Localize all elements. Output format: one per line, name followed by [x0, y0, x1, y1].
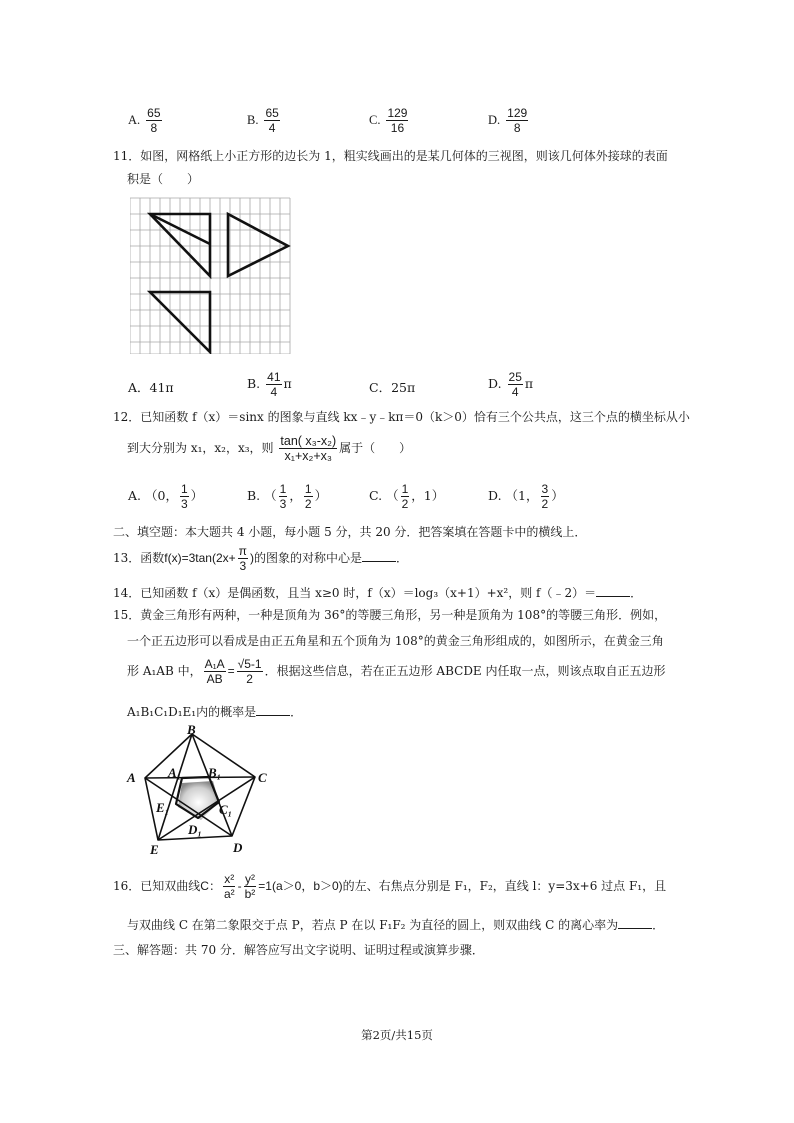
fraction-denominator: b² [244, 887, 256, 901]
vertex-label-d: D [233, 840, 243, 855]
q12-option-d-label: D. [488, 488, 502, 503]
q12-option-b-fraction-1 [279, 482, 288, 511]
option-text: （1， [505, 488, 539, 503]
q14-stem [113, 584, 642, 601]
q14-end: ． [630, 586, 643, 600]
q15-answer-blank [256, 705, 290, 716]
fraction-denominator: a² [223, 887, 235, 901]
q15-stem-line2: 一个正五边形可以看成是由正五角星和五个顶角为 108°的黄金三角形组成的，如图所示，在黄金三角 [127, 634, 664, 648]
q12-option-b [247, 482, 327, 511]
fraction-numerator: 129 [387, 106, 408, 120]
vertex-label-e1: E₁ [156, 800, 170, 815]
q13-pi-fraction [238, 544, 248, 573]
q13-expression: f(x)=3tan(2x+ [164, 551, 236, 565]
q16-answer-blank [618, 918, 652, 929]
q11-stem-line2: 积是（ ） [127, 172, 200, 186]
fraction-numerator: 1 [304, 482, 312, 496]
q10-option-d-label: D. [488, 113, 501, 127]
q12-option-a-fraction [180, 482, 189, 511]
fraction-denominator: AB [206, 672, 223, 686]
option-text: ） [190, 488, 204, 503]
option-text: ， [289, 488, 302, 503]
q10-option-a [128, 106, 164, 135]
q12-stem-suffix: 属于（ ） [339, 441, 412, 455]
vertex-label-c1: C₁ [219, 802, 233, 817]
q12-stem-line1: 12．已知函数 f（x）＝sinx 的图象与直线 kx﹣y﹣kπ＝0（k＞0）恰有三个公共点，这三个点的横坐标从小 [113, 410, 690, 424]
q10-option-c-fraction [386, 106, 408, 135]
q13-prefix: 13．函数 [113, 551, 165, 565]
fraction-denominator: 3 [279, 497, 287, 511]
vertex-label-e: E [150, 842, 159, 857]
q15-line3-prefix: 形 A₁AB 中， [127, 664, 202, 678]
q12-option-a [128, 482, 203, 511]
fraction-numerator: x² [224, 872, 235, 886]
q10-option-d [488, 106, 530, 135]
fraction-numerator: A₁A [204, 657, 225, 671]
q12-expression-fraction [279, 434, 337, 463]
equals-sign: = [227, 664, 235, 678]
fraction-denominator: 8 [513, 121, 521, 135]
pi-symbol: π [524, 376, 534, 391]
q12-option-a-label: A. [128, 488, 142, 503]
q11-stem-line1: 11．如图，网格纸上小正方形的边长为 1，粗实线画出的是某几何体的三视图，则该几何体外接球的表面 [113, 149, 668, 163]
q10-option-b-label: B. [247, 113, 259, 127]
fraction-numerator: 1 [401, 482, 409, 496]
fraction-denominator: 2 [246, 672, 253, 686]
fraction-numerator: 25 [508, 370, 522, 384]
option-text: （0， [145, 488, 178, 503]
fraction-denominator: 16 [390, 121, 405, 135]
q16-line2-text: 与双曲线 C 在第二象限交于点 P，若点 P 在以 F₁F₂ 为直径的圆上，则双曲线 C 的离心率为 [127, 918, 619, 932]
q12-option-b-label: B. [247, 488, 261, 503]
fraction-numerator: 65 [147, 106, 161, 120]
fraction-numerator: tan( x₃-x₂) [280, 434, 337, 448]
q10-option-a-fraction [146, 106, 161, 135]
fraction-numerator: 65 [265, 106, 279, 120]
vertex-label-a1: A₁ [168, 765, 182, 780]
option-text: ） [314, 488, 328, 503]
option-text: （ [386, 488, 399, 503]
q13-suffix: 的图象的对称中心是 [253, 551, 362, 565]
q11-option-b [247, 370, 292, 399]
q15-line3-suffix: ．根据这些信息，若在正五边形 ABCDE 内任取一点，则该点取自正五边形 [264, 664, 666, 678]
fraction-numerator: 1 [279, 482, 287, 496]
vertex-label-a: A [127, 770, 136, 785]
q13-answer-blank [362, 551, 396, 562]
q16-curve-name: C： [200, 879, 221, 893]
q12-option-b-fraction-2 [304, 482, 313, 511]
side-view-triangle [228, 214, 288, 276]
q12-option-c [369, 482, 444, 511]
q15-stem-line1: 15．黄金三角形有两种，一种是顶角为 36°的等腰三角形，另一种是顶角为 108°的等腰三角形．例如， [113, 608, 667, 622]
fraction-numerator: 129 [507, 106, 528, 120]
vertex-label-b1: B₁ [208, 765, 222, 780]
q12-stem-prefix: 到大分别为 x₁，x₂，x₃，则 [127, 441, 274, 455]
page-footer: 第2页/共15页 [361, 1028, 433, 1042]
q11-option-d [488, 370, 533, 399]
option-text: （ [264, 488, 277, 503]
q15-stem-line4 [127, 703, 302, 720]
q13-expression-close: ) [249, 551, 254, 565]
q15-end: ． [290, 705, 303, 719]
option-text: ，1） [411, 488, 445, 503]
q16-y-fraction [244, 872, 257, 901]
q15-golden-ratio-fraction [237, 657, 263, 686]
fraction-denominator: 2 [541, 497, 549, 511]
q14-answer-blank [596, 586, 630, 597]
fraction-denominator: 3 [239, 559, 247, 573]
fraction-denominator: 4 [511, 385, 519, 399]
fraction-numerator: √5-1 [237, 657, 262, 671]
q15-stem-line3 [127, 657, 666, 686]
q16-prefix: 16．已知双曲线 [113, 879, 201, 893]
q11-option-c: C．25π [369, 380, 416, 395]
q10-option-a-label: A. [128, 113, 141, 127]
fraction-numerator: 3 [541, 482, 549, 496]
q10-option-d-fraction [506, 106, 528, 135]
q16-condition: =1(a＞0，b＞0) [258, 879, 343, 893]
fraction-numerator: π [238, 544, 247, 558]
pi-symbol: π [283, 376, 292, 391]
q12-option-d-fraction [541, 482, 550, 511]
q11-option-b-label: B. [247, 376, 261, 391]
q12-option-d [488, 482, 564, 511]
q16-stem-line2 [127, 916, 664, 933]
fraction-numerator: 1 [180, 482, 188, 496]
fraction-denominator: 2 [401, 497, 409, 511]
q16-line1-suffix: 的左、右焦点分别是 F₁，F₂，直线 l：y=3x+6 过点 F₁，且 [342, 879, 667, 893]
q10-option-b-fraction [264, 106, 279, 135]
q15-ratio-fraction [204, 657, 226, 686]
q11-option-d-fraction [508, 370, 523, 399]
fraction-denominator: x₁+x₂+x₃ [284, 449, 333, 463]
q11-option-a: A．41π [128, 380, 174, 395]
section-answer-heading: 三、解答题：共 70 分．解答应写出文字说明、证明过程或演算步骤． [113, 943, 484, 957]
q16-x-fraction [223, 872, 236, 901]
section-fill-in-heading: 二、填空题：本大题共 4 小题，每小题 5 分，共 20 分．把答案填在答题卡中的横线上． [113, 525, 587, 539]
q12-option-c-fraction [401, 482, 410, 511]
q10-option-b [247, 106, 282, 135]
q13-stem [113, 544, 408, 573]
q11-option-b-fraction [266, 370, 281, 399]
fraction-denominator: 8 [150, 121, 158, 135]
q10-option-c-label: C. [369, 113, 381, 127]
q16-end: ． [652, 918, 665, 932]
q10-option-c [369, 106, 410, 135]
fraction-denominator: 3 [180, 497, 188, 511]
fraction-numerator: 41 [267, 370, 281, 384]
vertex-label-d1: D₁ [188, 822, 202, 837]
q11-option-d-label: D. [488, 376, 502, 391]
fraction-denominator: 4 [270, 385, 278, 399]
q12-stem-line2 [127, 434, 411, 463]
pentagram-pentagon-figure [122, 722, 272, 858]
vertex-label-b: B [187, 722, 196, 737]
q14-text: 14．已知函数 f（x）是偶函数，且当 x≥0 时，f（x）＝log₃（x+1）+x²，则 f（﹣2）＝ [113, 586, 597, 600]
q12-option-c-label: C. [369, 488, 383, 503]
option-text: ） [551, 488, 564, 503]
q15-line4-text: A₁B₁C₁D₁E₁内的概率是 [127, 705, 257, 719]
three-view-grid-figure [130, 196, 292, 354]
vertex-label-c: C [258, 770, 267, 785]
fraction-denominator: 4 [268, 121, 276, 135]
minus-sign: - [237, 879, 242, 893]
q16-stem-line1 [113, 872, 666, 901]
q13-end: ． [395, 551, 408, 565]
fraction-denominator: 2 [304, 497, 312, 511]
fraction-numerator: y² [244, 872, 255, 886]
